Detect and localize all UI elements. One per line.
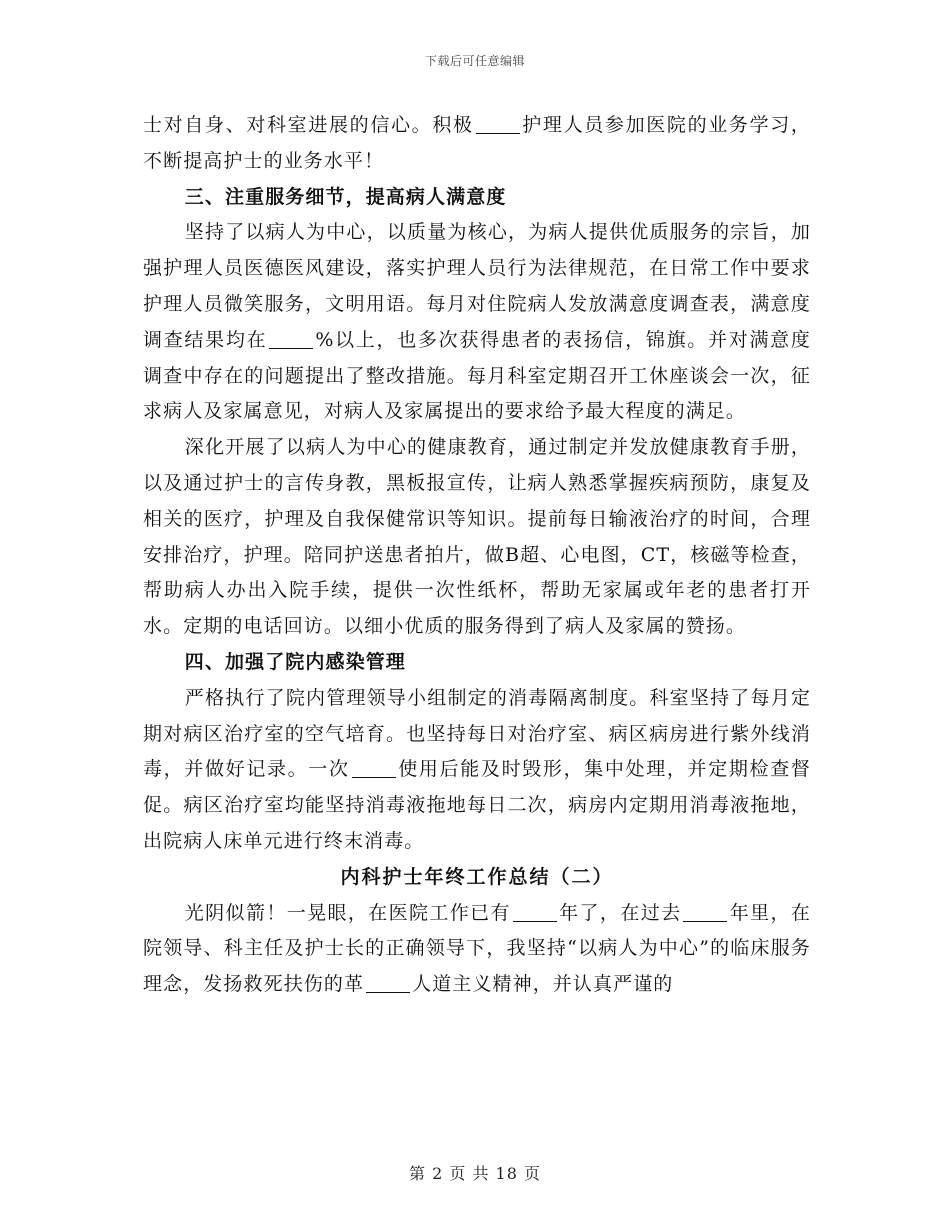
fill-blank [366, 973, 410, 993]
paragraph-text: 士对自身、对科室进展的信心。积极 [143, 114, 474, 136]
paragraph-text: 人道主义精神，并认真严谨的 [412, 973, 674, 996]
fill-blank [476, 114, 520, 134]
paragraph-text: 年了，在过去 [558, 901, 682, 924]
paragraph-text: 护理人员参加医院的业务学习，不断提高护士的业务水平！ [143, 114, 811, 172]
document-body [143, 108, 811, 1003]
paragraph-text: 严格执行了院内管理领导小组制定的消毒隔离制度。科室坚持了每月定期对病区治疗室的空气培育。也坚持每日对治疗室、病区病房进行紫外线消毒，并做好记录。一次 [143, 686, 811, 781]
paragraph-text: 年里，在院领导、科主任及护士长的正确领导下，我坚持“以病人为中心”的临床服务理念，发扬救死扶伤的革 [143, 901, 811, 996]
paragraph-text: 光阴似箭！一晃眼，在医院工作已有 [184, 901, 511, 924]
paragraph-text: 坚持了以病人为中心，以质量为核心，为病人提供优质服务的宗旨，加强护理人员医德医风建设，落实护理人员行为法律规范，在日常工作中要求护理人员微笑服务，文明用语。每月对住院病人发放满意度调查表，满意度调查结果均在 [143, 221, 811, 351]
section-heading: 四、加强了院内感染管理 [184, 650, 406, 673]
header-note: 下载后可任意编辑 [424, 54, 525, 68]
paragraph-text: 使用后能及时毁形，集中处理，并定期检查督促。病区治疗室均能坚持消毒液拖地每日二次，病房内定期用消毒液拖地，出院病人床单元进行终末消毒。 [143, 758, 811, 852]
paragraph [143, 108, 811, 180]
fill-blank [269, 329, 313, 349]
paragraph-text: %以上，也多次获得患者的表扬信，锦旗。并对满意度调查中存在的问题提出了整改措施。每月科室定期召开工休座谈会一次，征求病人及家属意见，对病人及家属提出的要求给予最大程度的满足。 [143, 328, 811, 423]
fill-blank [683, 902, 727, 922]
fill-blank [513, 902, 557, 922]
section-heading: 三、注重服务细节，提高病人满意度 [184, 185, 507, 208]
paragraph [143, 896, 811, 1003]
paragraph: 深化开展了以病人为中心的健康教育，通过制定并发放健康教育手册，以及通过护士的言传身教，黑板报宣传，让病人熟悉掌握疾病预防，康复及相关的医疗，护理及自我保健常识等知识。提前每日输液治疗的时间，合理安排治疗，护理。陪同护送患者拍片，做B超、心电图，CT，核磁等检查，帮助病人办出入院手续，提供一次性纸杯，帮助无家属或年老的患者打开水。定期的电话回访。以细小优质的服务得到了病人及家属的赞扬。 [143, 436, 811, 638]
fill-blank [352, 758, 396, 778]
paragraph [143, 215, 811, 430]
page-number: 第 2 页 共 18 页 [409, 1164, 541, 1183]
paragraph [143, 681, 811, 860]
document-title: 内科护士年终工作总结（二） [340, 865, 614, 888]
